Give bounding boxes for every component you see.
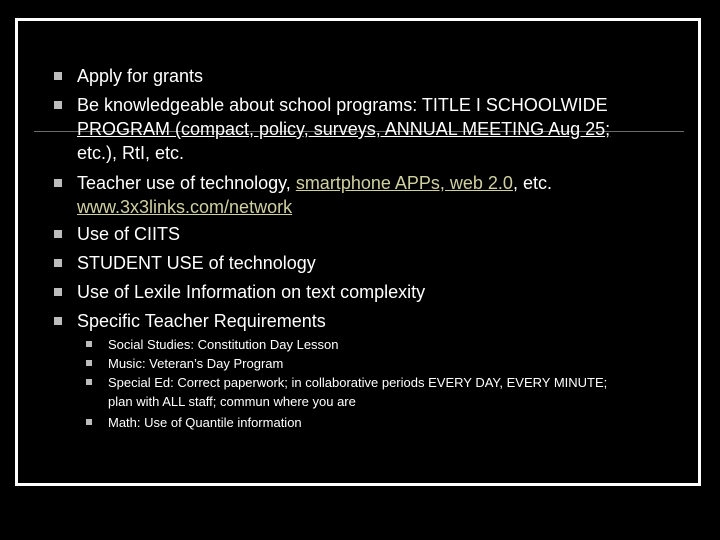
sub-item-music xyxy=(108,354,283,373)
square-bullet-icon xyxy=(86,360,92,366)
sub-item-text: Music: Veteran’s Day Program xyxy=(108,356,284,371)
sub-item-math xyxy=(108,413,302,432)
sub-item-social-studies xyxy=(108,335,339,354)
item-text: Apply for grants xyxy=(77,66,204,86)
list-item-teacher-req xyxy=(77,309,326,333)
item-text-line2[interactable]: PROGRAM (compact, policy, surveys, ANNUAL MEETING Aug 25; xyxy=(77,119,611,139)
network-link[interactable]: www.3x3links.com/network xyxy=(77,197,293,217)
item-text: Use of Lexile Information on text complexity xyxy=(77,282,426,302)
square-bullet-icon xyxy=(86,341,92,347)
smartphone-apps-link[interactable]: smartphone APPs, web 2.0 xyxy=(295,173,513,193)
square-bullet-icon xyxy=(54,230,62,238)
sub-item-text-line2: plan with ALL staff; commun where you are xyxy=(108,394,356,409)
square-bullet-icon xyxy=(86,379,92,385)
list-item-ciits xyxy=(77,222,180,246)
list-item-technology xyxy=(77,171,552,219)
square-bullet-icon xyxy=(54,317,62,325)
list-item-student-tech xyxy=(77,251,316,275)
sub-item-text: Social Studies: Constitution Day Lesson xyxy=(108,337,339,352)
item-text: Specific Teacher Requirements xyxy=(77,311,326,331)
square-bullet-icon xyxy=(54,179,62,187)
sub-item-text-line1: Special Ed: Correct paperwork; in collaborative periods EVERY DAY, EVERY MINUTE; xyxy=(108,375,608,390)
item-text: Use of CIITS xyxy=(77,224,181,244)
sub-item-special-ed xyxy=(108,373,607,411)
item-text-line3: etc.), RtI, etc. xyxy=(77,143,185,163)
list-item-grants xyxy=(77,64,203,88)
list-item-programs xyxy=(77,93,610,165)
item-text-line1: Be knowledgeable about school programs: TITLE I SCHOOLWIDE xyxy=(77,95,608,115)
list-item-lexile xyxy=(77,280,425,304)
item-text-suffix: , etc. xyxy=(512,173,552,193)
item-text: STUDENT USE of technology xyxy=(77,253,316,273)
square-bullet-icon xyxy=(86,419,92,425)
square-bullet-icon xyxy=(54,259,62,267)
square-bullet-icon xyxy=(54,101,62,109)
square-bullet-icon xyxy=(54,72,62,80)
square-bullet-icon xyxy=(54,288,62,296)
item-text: Teacher use of technology, xyxy=(77,173,296,193)
sub-item-text: Math: Use of Quantile information xyxy=(108,415,302,430)
